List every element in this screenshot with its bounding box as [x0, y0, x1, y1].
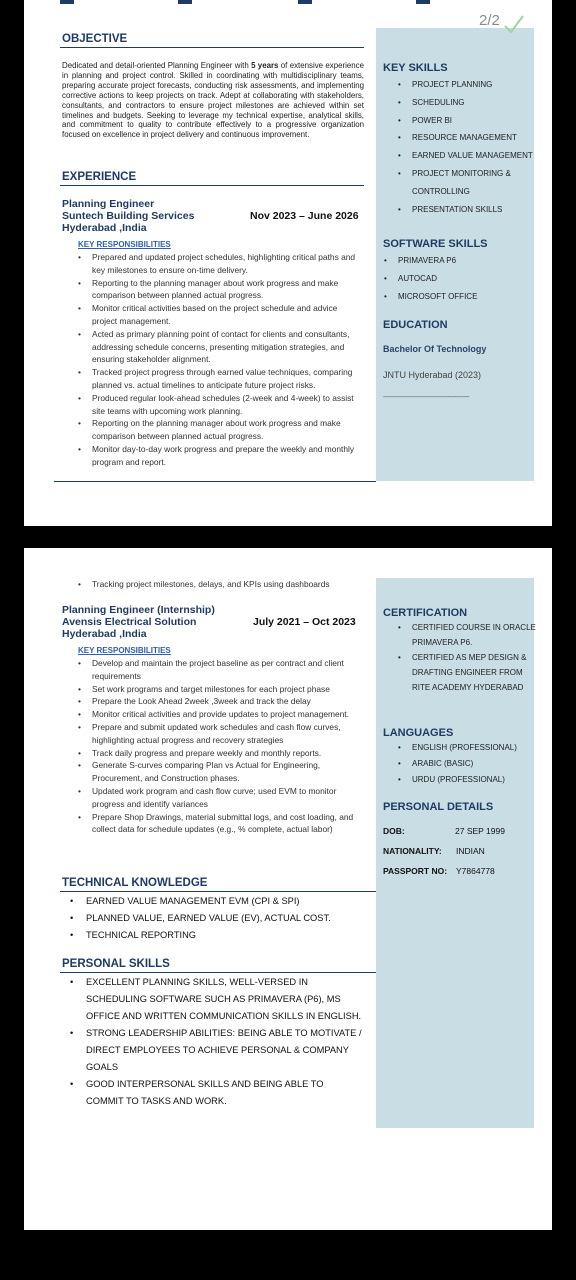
list-item: • EARNED VALUE MANAGEMENT EVM (CPI & SPI) — [62, 893, 362, 910]
list-item: • PROJECT PLANNING — [384, 76, 534, 94]
certification-heading: CERTIFICATION — [383, 607, 468, 619]
job-dates: July 2021 – Oct 2023 — [253, 616, 356, 628]
list-item: • Reporting on the planning manager about work progress and make comparison between planned actual progress. — [76, 417, 362, 443]
objective-text-part: of extensive experience in planning and project control. Skilled in coordinating with multidisciplinary teams, preparing accurate project forecasts, conducting risk assessments, and implementing corrective actions to keep projects on track. Adept at collaborating with stakeholders, consultants, and contractors to ensure project milestones are achieved within set timelines and budgets. Seeking to leverage my technical expertise, analytical skills, and commitment to quality to contribute effectively to a progressive organization focused on excellence in project delivery and continuous improvement. — [62, 61, 364, 140]
list-item: • Monitor critical activities based on the project schedule and advice project management. — [76, 302, 362, 328]
list-item: • ARABIC (BASIC) — [384, 756, 534, 772]
list-item: • Track daily progress and prepare weekly and monthly reports. — [76, 747, 362, 760]
list-item: • PLANNED VALUE, EARNED VALUE (EV), ACTUAL COST. — [62, 910, 362, 927]
list-item: • POWER BI — [384, 112, 534, 130]
technical-knowledge-list — [62, 893, 362, 944]
responsibilities-list — [76, 251, 362, 469]
list-item: • Produced regular look-ahead schedules (2-week and 4-week) to assist site teams with upcoming work planning. — [76, 392, 362, 418]
list-item: • TECHNICAL REPORTING — [62, 927, 362, 944]
certification-list — [384, 620, 536, 695]
personal-skills-heading: PERSONAL SKILLS — [62, 958, 170, 970]
key-responsibilities-label: KEY RESPONSIBILITIES — [78, 646, 171, 655]
heading-rule — [60, 972, 376, 973]
technical-knowledge-heading: TECHNICAL KNOWLEDGE — [62, 877, 208, 889]
key-skills-heading: KEY SKILLS — [383, 62, 448, 74]
list-item: • Prepare and submit updated work schedules and cash flow curves, highlighting actual progress and recovery strategies — [76, 721, 362, 747]
page-top-bar — [60, 0, 74, 4]
objective-text-part: Dedicated and detail-oriented Planning Engineer with — [62, 61, 252, 70]
key-responsibilities-label: KEY RESPONSIBILITIES — [78, 240, 171, 249]
heading-rule — [60, 47, 364, 48]
responsibilities-list — [76, 657, 362, 836]
list-item: • Prepare the Look Ahead 2week ,3week and track the delay — [76, 695, 362, 708]
list-item: • Updated work program and cash flow curve; used EVM to monitor progress and identify variances — [76, 785, 362, 811]
page-top-bar — [298, 0, 312, 4]
degree: Bachelor Of Technology — [383, 344, 487, 354]
list-item: • Prepared and updated project schedules, highlighting critical paths and key milestones to ensure on-time delivery. — [76, 251, 362, 277]
list-item: • CERTIFIED COURSE IN ORACLE PRIMAVERA P6. — [384, 620, 536, 650]
heading-rule — [60, 185, 364, 186]
job-title: Planning Engineer (Internship) — [62, 604, 215, 616]
nationality-value: INDIAN — [456, 846, 485, 856]
nationality-label: NATIONALITY: — [383, 846, 442, 856]
continued-responsibilities-list — [76, 578, 376, 591]
page-top-bar — [178, 0, 192, 4]
list-item: • Tracked project progress through earned value techniques, comparing planned vs. actual timelines to anticipate future project risks. — [76, 366, 362, 392]
job-title: Planning Engineer — [62, 198, 155, 210]
passport-label: PASSPORT NO: — [383, 866, 448, 876]
list-item: • Acted as primary planning point of contact for clients and consultants, addressing schedule concerns, presenting mitigation strategies, and ensuring stakeholder alignment. — [76, 328, 362, 366]
list-item: • STRONG LEADERSHIP ABILITIES: BEING ABLE TO MOTIVATE / DIRECT EMPLOYEES TO ACHIEVE PERSONAL & COMPANY GOALS — [62, 1025, 362, 1076]
list-item: • ENGLISH (PROFESSIONAL) — [384, 740, 534, 756]
education-divider: ----------------------------------------------- — [383, 394, 470, 401]
objective-years: 5 years — [251, 61, 279, 70]
passport-value: Y7864778 — [456, 866, 495, 876]
list-item: • GOOD INTERPERSONAL SKILLS AND BEING ABLE TO COMMIT TO TASKS AND WORK. — [62, 1076, 362, 1110]
list-item: • Monitor day-to-day work progress and prepare the weekly and monthly program and report. — [76, 443, 362, 469]
list-item: • EXCELLENT PLANNING SKILLS, WELL-VERSED IN SCHEDULING SOFTWARE SUCH AS PRIMAVERA (P6), MS OFFICE AND WRITTEN COMMUNICATION SKILLS IN ENGLISH. — [62, 974, 362, 1025]
check-mark-icon — [502, 12, 526, 36]
company-name: Avensis Electrical Solution — [62, 616, 197, 628]
dob-value: 27 SEP 1999 — [455, 826, 505, 836]
list-item: • Monitor critical activities and provide updates to project management. — [76, 708, 362, 721]
list-item: • Generate S-curves comparing Plan vs Actual for Engineering, Procurement, and Construction phases. — [76, 759, 362, 785]
objective-text — [62, 61, 364, 140]
job-dates: Nov 2023 – June 2026 — [250, 210, 359, 222]
list-item: • MICROSOFT OFFICE — [370, 288, 520, 306]
languages-list — [384, 740, 534, 788]
software-skills-list — [370, 252, 520, 305]
personal-skills-list — [62, 974, 362, 1110]
list-item: • Reporting to the planning manager about work progress and make comparison between planned actual progress. — [76, 277, 362, 303]
heading-rule — [60, 891, 376, 892]
company-name: Suntech Building Services — [62, 210, 195, 222]
list-item: • Develop and maintain the project baseline as per contract and client requirements — [76, 657, 362, 683]
section-bottom-rule — [54, 481, 376, 482]
list-item: • URDU (PROFESSIONAL) — [384, 772, 534, 788]
languages-heading: LANGUAGES — [383, 727, 454, 739]
list-item: • PROJECT MONITORING & CONTROLLING — [384, 165, 534, 201]
experience-heading: EXPERIENCE — [62, 171, 137, 183]
school: JNTU Hyderabad (2023) — [383, 370, 482, 380]
key-skills-list — [384, 76, 534, 218]
resume-page-1 — [24, 0, 552, 526]
list-item: • PRIMAVERA P6 — [370, 252, 520, 270]
objective-heading: OBJECTIVE — [62, 33, 128, 45]
job-location: Hyderabad ,India — [62, 628, 147, 640]
list-item: • PRESENTATION SKILLS — [384, 201, 534, 219]
education-heading: EDUCATION — [383, 319, 448, 331]
list-item: • CERTIFIED AS MEP DESIGN & DRAFTING ENGINEER FROM RITE ACADEMY HYDERABAD — [384, 650, 536, 695]
list-item: • Set work programs and target milestones for each project phase — [76, 683, 362, 696]
list-item: • Prepare Shop Drawings, material submittal logs, and cost loading, and collect data for schedule updates (e.g., % complete, actual labor) — [76, 811, 362, 837]
resume-page-2 — [24, 548, 552, 1230]
personal-details-heading: PERSONAL DETAILS — [383, 801, 494, 813]
page-indicator: 2/2 — [479, 12, 500, 29]
page-top-bar — [416, 0, 430, 4]
list-item: • SCHEDULING — [384, 94, 534, 112]
list-item: • EARNED VALUE MANAGEMENT — [384, 147, 534, 165]
job-location: Hyderabad ,India — [62, 222, 147, 234]
list-item: • AUTOCAD — [370, 270, 520, 288]
software-skills-heading: SOFTWARE SKILLS — [383, 238, 488, 250]
list-item: • RESOURCE MANAGEMENT — [384, 129, 534, 147]
dob-label: DOB: — [383, 826, 405, 836]
list-item: • Tracking project milestones, delays, and KPIs using dashboards — [76, 578, 376, 591]
